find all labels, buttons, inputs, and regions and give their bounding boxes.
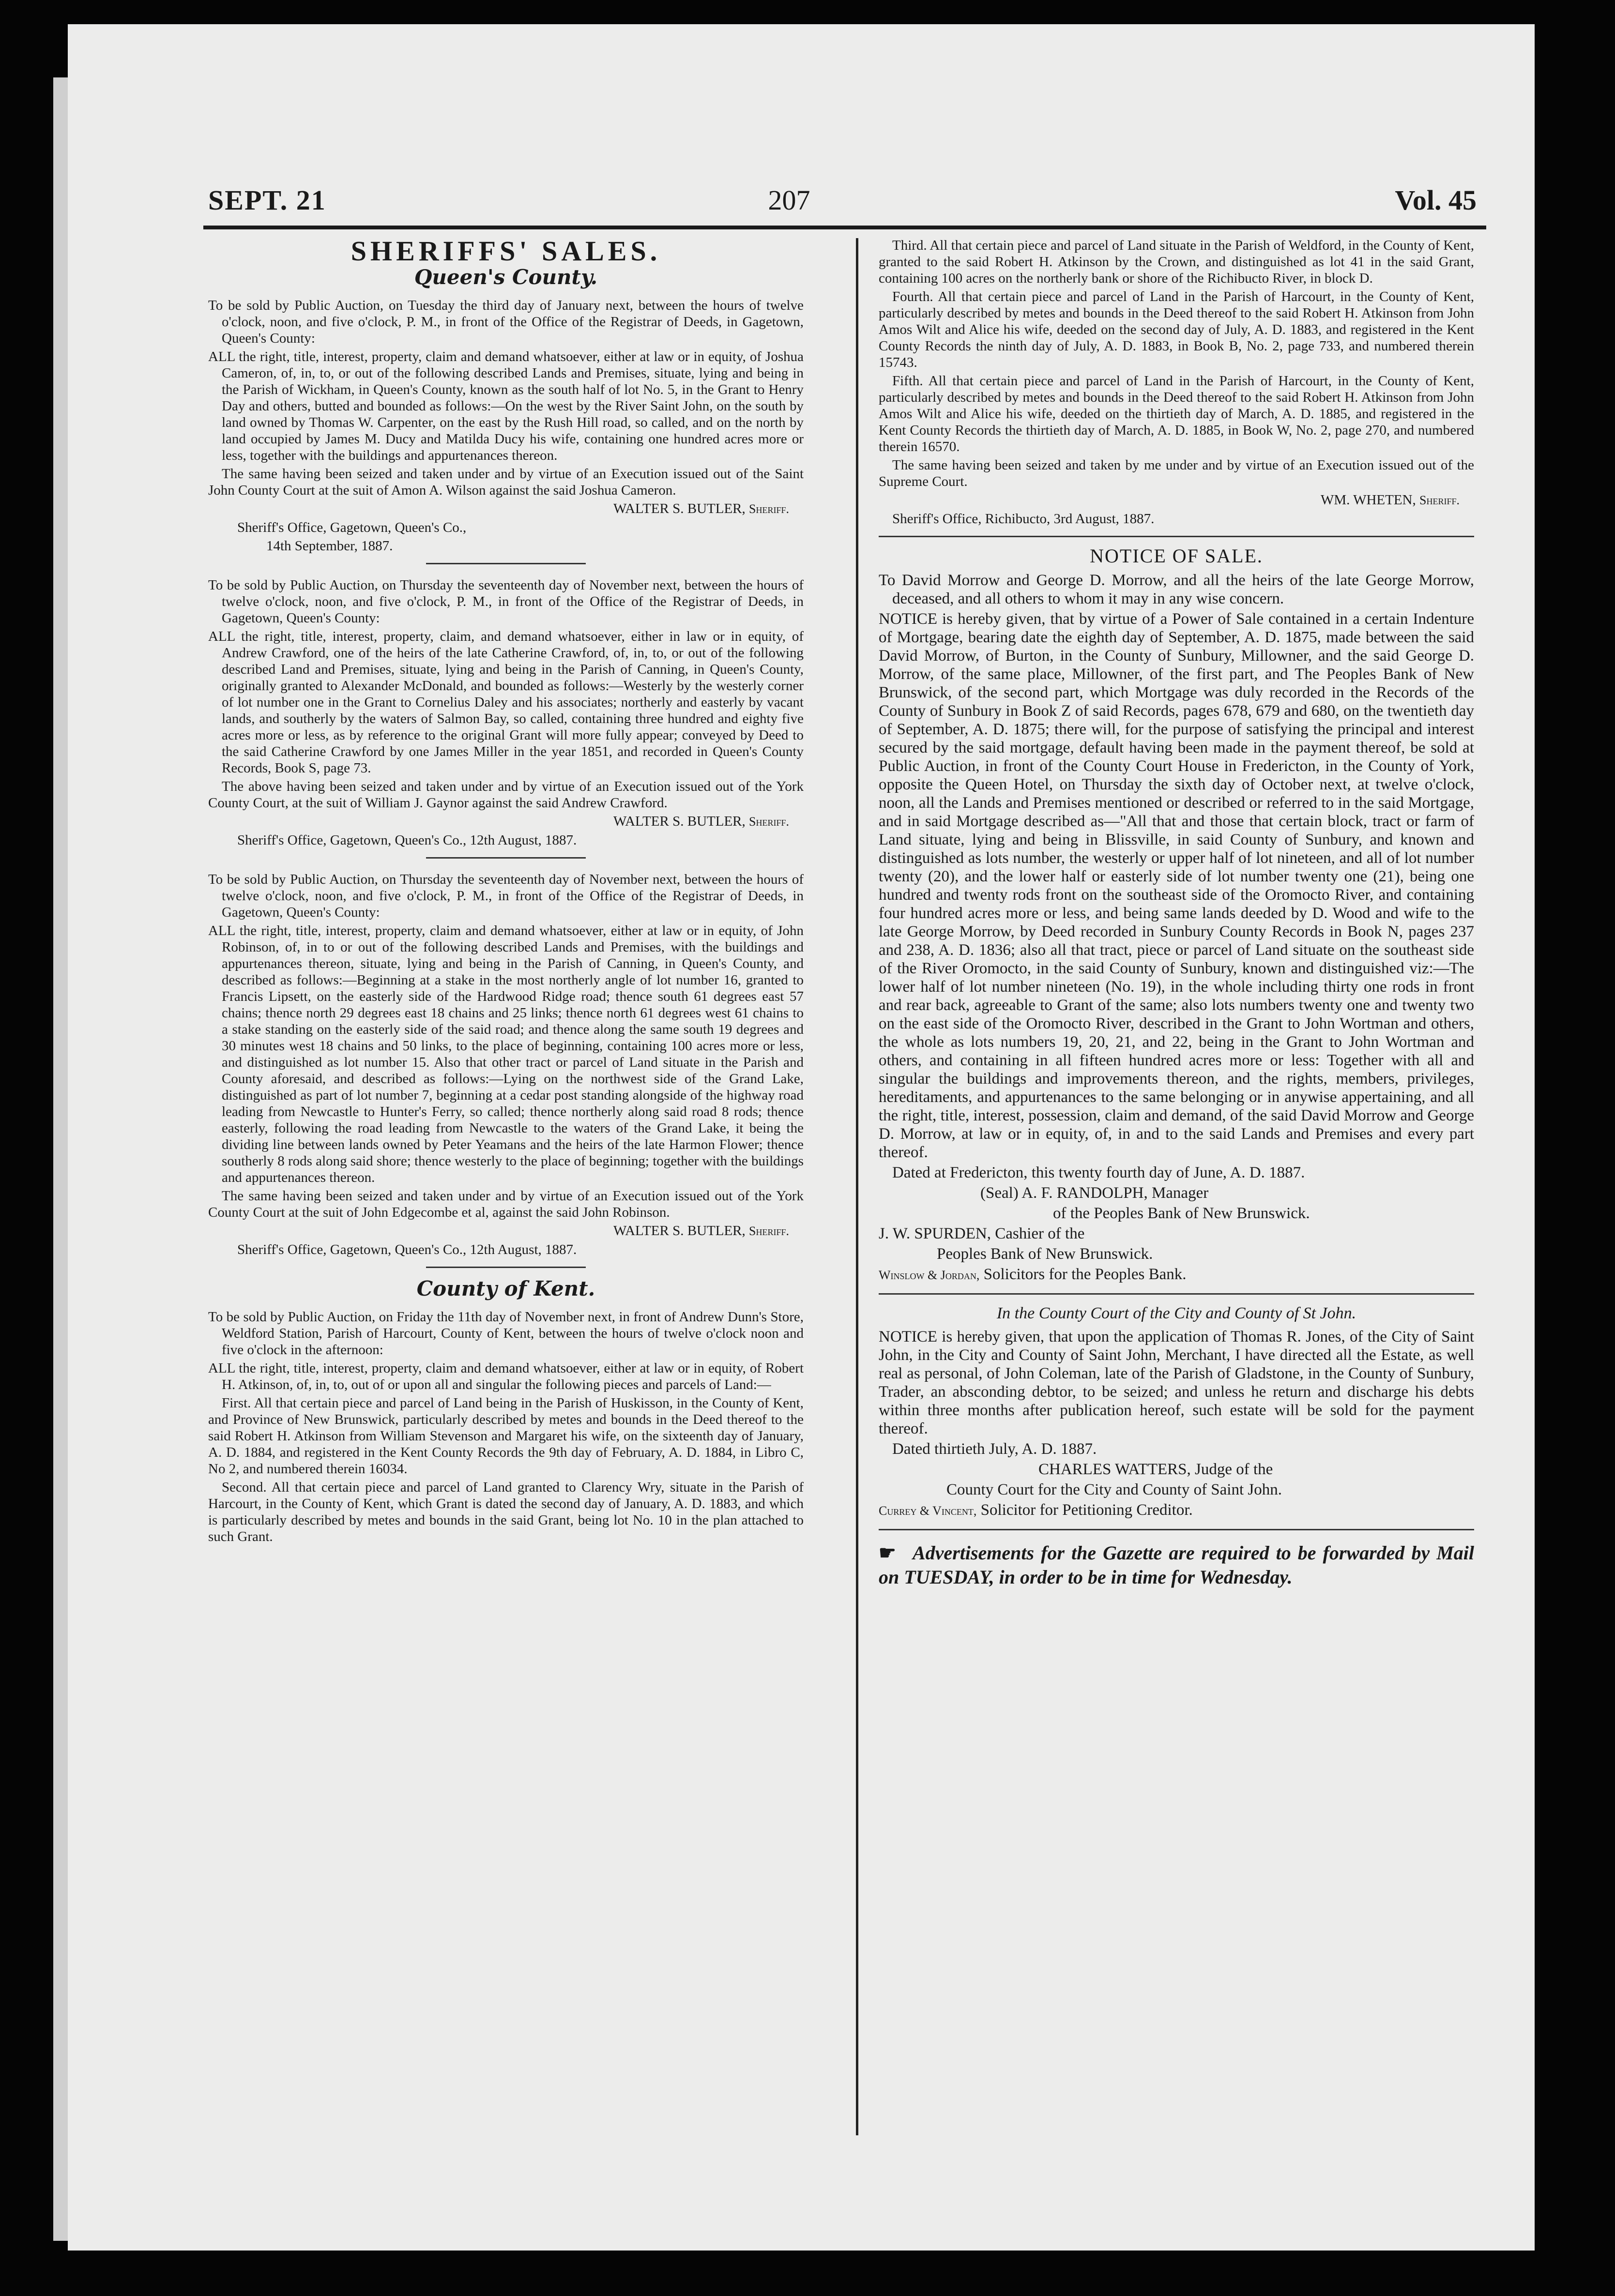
sale2-signature: WALTER S. BUTLER, Sheriff. xyxy=(613,814,789,829)
court-notice-title: In the County Court of the City and County of St John. xyxy=(996,1304,1356,1322)
sheriffs-sales-title: SHERIFFS' SALES. xyxy=(350,235,661,267)
court-notice-dated: Dated thirtieth July, A. D. 1887. xyxy=(892,1440,1097,1458)
kent-body: ALL the right, title, interest, property, claim and demand whatsoever, either at law or in equity, of Robert H. Atkinson, of, in, to, out of or upon all and singular the following pieces and parcels of Land:— xyxy=(208,1360,804,1392)
header-date: SEPT. 21 xyxy=(208,184,326,216)
advertisement-notice: ☛ Advertisements for the Gazette are required to be forwarded by Mail on TUESDAY, in order to be in time for Wednesday. xyxy=(879,1542,1474,1588)
kent-seized: The same having been seized and taken by me under and by virtue of an Execution issued out of the Supreme Court. xyxy=(879,457,1474,489)
page-header xyxy=(208,184,1477,227)
kent-third: Third. All that certain piece and parcel of Land situate in the Parish of Weldford, in the County of Kent, granted to the said Robert H. Atkinson by the Crown, and distinguished as lot 41 in the said Grant, containing 100 acres on the northerly bank or shore of the Richibucto River, in block D. xyxy=(879,238,1474,286)
sale2-body: ALL the right, title, interest, property, claim, and demand whatsoever, either in law or in equity, of Andrew Crawford, one of the heirs of the late Catherine Crawford, of, in, to, or out of the following described Land and Premises, situate, lying and being in the Parish of Canning, in Queen's County, originally granted to Alexander McDonald, and bounded as follows:—Westerly by the westerly corner of lot number one in the Grant to Cornelius Daley and his associates; northerly and easterly by vacant lands, and southerly by the waters of Salmon Bay, so called, containing three hundred and eighty five acres more or less, as by reference to the original Grant will more fully appear; conveyed by Deed to the said Catherine Crawford by one James Miller in the year 1851, and recorded in Queen's County Records, Book S, page 73. xyxy=(208,629,804,776)
separator xyxy=(426,1267,586,1268)
pointing-hand-icon: ☛ xyxy=(879,1542,896,1564)
kent-fourth: Fourth. All that certain piece and parcel of Land in the Parish of Harcourt, in the County of Kent, particularly described by metes and bounds in the Deed thereof to the said Robert H. Atkinson from John Amos Wilt and Alice his wife, deeded on the second day of July, A. D. 1883, and registered in the Kent County Records the ninth day of July, A. D. 1883, in Book B, No. 2, page 733, and numbered therein 15743. xyxy=(879,289,1474,370)
court-judge: CHARLES WATTERS, Judge of the xyxy=(1038,1461,1273,1478)
court-judge2: County Court for the City and County of Saint John. xyxy=(946,1481,1282,1498)
kent-signature: WM. WHETEN, Sheriff. xyxy=(1320,492,1460,508)
sale1-body: ALL the right, title, interest, property, claim and demand whatsoever, either at law or in equity, of Joshua Cameron, of, in, to, or out of the following described Lands and Premises, situate, lying and being in the Parish of Wickham, in Queen's County, known as the south half of lot No. 5, in the Grant to Henry Day and others, butted and bounded as follows:—On the west by the River Saint John, on the south by land owned by Thomas W. Carpenter, on the east by the Rush Hill road, so called, and on the north by land occupied by James M. Ducy and Matilda Ducy his wife, containing one hundred acres more or less, together with the buildings and appurtenances thereon. xyxy=(208,349,804,463)
sale1-date: 14th September, 1887. xyxy=(266,538,393,554)
notice-seal-line2: of the Peoples Bank of New Brunswick. xyxy=(1053,1205,1310,1222)
right-column xyxy=(879,237,1474,1591)
sale1-intro: To be sold by Public Auction, on Tuesday the third day of January next, between the hours of twelve o'clock, noon, and five o'clock, P. M., in front of the Office of the Registrar of Deeds, in Gagetown, Queen's County: xyxy=(208,298,804,346)
notice-of-sale-title: NOTICE OF SALE. xyxy=(1090,545,1263,567)
section-rule xyxy=(879,1293,1474,1295)
kent-intro: To be sold by Public Auction, on Friday the 11th day of November next, in front of Andrew Dunn's Store, Weldford Station, Parish of Harcourt, County of Kent, between the hours of twelve o'clock noon and five o'clock in the afternoon: xyxy=(208,1309,804,1358)
page-content xyxy=(208,184,1477,1588)
sale3-seized: The same having been seized and taken under and by virtue of an Execution issued out of the York County Court at the suit of John Edgecombe et al, against the said John Robinson. xyxy=(208,1188,804,1220)
separator xyxy=(426,857,586,859)
sale1-seized: The same having been seized and taken under and by virtue of an Execution issued out of the Saint John County Court at the suit of Amon A. Wilson against the said Joshua Cameron. xyxy=(208,466,804,498)
separator xyxy=(426,563,586,564)
column-divider xyxy=(856,238,858,2135)
sale3-body: ALL the right, title, interest, property, claim and demand whatsoever, either at law or in equity, of John Robinson, of, in to or out of the following described Lands and Premises, with the buildings and appurtenances thereon, situate, lying and being in the Parish of Canning, in Queen's County, and described as follows:—Beginning at a stake in the most northerly angle of lot number 16, granted to Francis Lipsett, on the easterly side of the Hardwood Ridge road; thence south 61 degrees east 57 chains; thence north 29 degrees east 18 chains and 25 links; thence north 61 degrees west 61 chains to a stake standing on the easterly side of the said road; and thence along the same south 19 degrees and 30 minutes west 18 chains and 50 links, to the place of beginning, containing 100 acres more or less, and distinguished as lot number 15. Also that other tract or parcel of Land situate in the Parish and County aforesaid, and described as follows:—Lying on the northwest side of the Grand Lake, distinguished as part of lot number 7, beginning at a cedar post standing alongside of the highway road leading from Newcastle to Hunter's Ferry, so called; thence northerly along said road 8 rods; thence easterly, following the road leading from Newcastle to the waters of the Grand Lake, it being the dividing line between lands owned by Peter Yeamans and the heirs of the late Harmon Flower; thence southerly 8 rods along said shore; thence westerly to the place of beginning; together with the buildings and appurtenances thereon. xyxy=(208,923,804,1185)
sale1-signature: WALTER S. BUTLER, Sheriff. xyxy=(613,501,789,516)
sale1-office: Sheriff's Office, Gagetown, Queen's Co., xyxy=(237,520,467,535)
sale2-seized: The above having been seized and taken under and by virtue of an Execution issued out of the York County Court, at the suit of William J. Gaynor against the said Andrew Crawford. xyxy=(208,779,804,811)
notice-dated: Dated at Fredericton, this twenty fourth day of June, A. D. 1887. xyxy=(892,1164,1305,1181)
section-rule xyxy=(879,1529,1474,1530)
sale3-signature: WALTER S. BUTLER, Sheriff. xyxy=(613,1223,789,1239)
left-column xyxy=(208,237,804,1547)
sale3-office: Sheriff's Office, Gagetown, Queen's Co., 12th August, 1887. xyxy=(237,1242,577,1257)
sale3-intro: To be sold by Public Auction, on Thursday the seventeenth day of November next, between the hours of twelve o'clock, noon, and five o'clock, P. M., in front of the Office of the Registrar of Deeds, in Gagetown, Queen's County: xyxy=(208,872,804,920)
notice-body: NOTICE is hereby given, that by virtue of a Power of Sale contained in a certain Indenture of Mortgage, bearing date the eighth day of September, A. D. 1875, made between the said David Morrow, of Burton, in the County of Sunbury, Millowner, and the said George D. Morrow, of the same place, Millowner, of the first part, and The Peoples Bank of New Brunswick, of the second part, which Mortgage was duly recorded in the Records of the County of Sunbury in Book Z of said Records, pages 678, 679 and 680, on the twentieth day of September, A. D. 1875; there will, for the purpose of satisfying the principal and interest secured by the said mortgage, default having been made in the payment thereof, be sold at Public Auction, in front of the County Court House in Fredericton, in the County of York, opposite the Queen Hotel, on Thursday the sixth day of October next, at twelve o'clock, noon, all the Lands and Premises mentioned or described or referred to in the said Mortgage, and in said Mortgage described as—"All that and those that certain block, tract or farm of Land situate, lying and being in Blissville, in said County of Sunbury, and known and distinguished as lots number, the westerly or upper half of lot nineteen, and all of lot number twenty (20), and the lower half or easterly side of lot number twenty one (21), being one hundred and twenty rods front on the southeast side of the Oromocto River, and containing four hundred acres more or less, and being same lands deeded by D. Wood and wife to the late George Morrow, by Deed recorded in Sunbury County Records in Book N, pages 237 and 238, A. D. 1836; also all that tract, piece or parcel of Land situate on the southeast side of the River Oromocto, in the said County of Sunbury, known and distinguished viz:—The lower half of lot number nineteen (No. 19), in the whole including thirty one rods in front and rear back, agreeable to Grant of the same; also lots numbers twenty one and twenty two on the east side of the Oromocto River, described in the Grant to John Wortman and others, the whole as lots numbers 19, 20, 21, and 22, being in the Grant to John Wortman and others, and containing in all fifteen hundred acres more or less: Together with all and singular the buildings and improvements thereon, and the rights, members, privileges, hereditaments, and appurtenances to the same belonging or in anywise appertaining, and all the right, title, interest, possession, claim and demand, of the said David Morrow and George D. Morrow, at law or in equity, of, in and to the said Lands and Premises and every part thereof. xyxy=(879,610,1474,1161)
court-solicitor: Currey & Vincent, Solicitor for Petitioning Creditor. xyxy=(879,1501,1193,1519)
queens-county-heading: Queen's County. xyxy=(414,265,598,289)
volume-number: Vol. 45 xyxy=(1395,184,1477,216)
gazette-page xyxy=(68,24,1535,2251)
notice-cashier2: Peoples Bank of New Brunswick. xyxy=(937,1245,1153,1263)
section-rule xyxy=(879,536,1474,537)
notice-solicitors: Winslow & Jordan, Solicitors for the Peoples Bank. xyxy=(879,1266,1187,1283)
kent-office: Sheriff's Office, Richibucto, 3rd August, 1887. xyxy=(892,511,1155,527)
kent-county-heading: County of Kent. xyxy=(416,1277,595,1300)
header-rule xyxy=(203,226,1486,229)
sale2-office: Sheriff's Office, Gagetown, Queen's Co., 12th August, 1887. xyxy=(237,832,577,848)
notice-addressee: To David Morrow and George D. Morrow, and all the heirs of the late George Morrow, deceased, and all others to whom it may in any wise concern. xyxy=(879,572,1474,607)
kent-fifth: Fifth. All that certain piece and parcel of Land in the Parish of Harcourt, in the County of Kent, particularly described by metes and bounds in the Deed thereof to the said Robert H. Atkinson from John Amos Wilt and Alice his wife, deeded on the thirtieth day of March, A. D. 1885, and registered in the Kent County Records the thirtieth day of March, A. D. 1885, in Book W, No. 2, page 270, and numbered therein 16570. xyxy=(879,373,1474,454)
kent-first: First. All that certain piece and parcel of Land being in the Parish of Huskisson, in the County of Kent, and Province of New Brunswick, particularly described by metes and bounds in the Deed thereof to the said Robert H. Atkinson from William Stevenson and Margaret his wife, on the sixteenth day of January, A. D. 1884, and registered in the Kent County Records the 9th day of February, A. D. 1884, in Libro C, No 2, and numbered therein 16034. xyxy=(208,1395,804,1477)
page-number: 207 xyxy=(768,184,810,216)
court-notice-body: NOTICE is hereby given, that upon the application of Thomas R. Jones, of the City of Saint John, in the City and County of Saint John, Merchant, I have directed all the Estate, as well real as personal, of John Coleman, late of the Parish of Gladstone, in the County of Sunbury, Trader, an absconding debtor, to be seized; and unless he return and discharge his debts within three months after publication hereof, such estate will be sold for the payment thereof. xyxy=(879,1328,1474,1437)
kent-second: Second. All that certain piece and parcel of Land granted to Clarency Wry, situate in the Parish of Harcourt, in the County of Kent, which Grant is dated the second day of January, A. D. 1883, and which is particularly described by metes and bounds in the said Grant, being lot No. 10 in the plan attached to such Grant. xyxy=(208,1480,804,1544)
notice-seal-line: (Seal) A. F. RANDOLPH, Manager xyxy=(980,1184,1209,1202)
notice-cashier: J. W. SPURDEN, Cashier of the xyxy=(879,1225,1085,1242)
sale2-intro: To be sold by Public Auction, on Thursday the seventeenth day of November next, between the hours of twelve o'clock, noon, and five o'clock, P. M., in front of the Office of the Registrar of Deeds, in Gagetown, Queen's County: xyxy=(208,577,804,626)
